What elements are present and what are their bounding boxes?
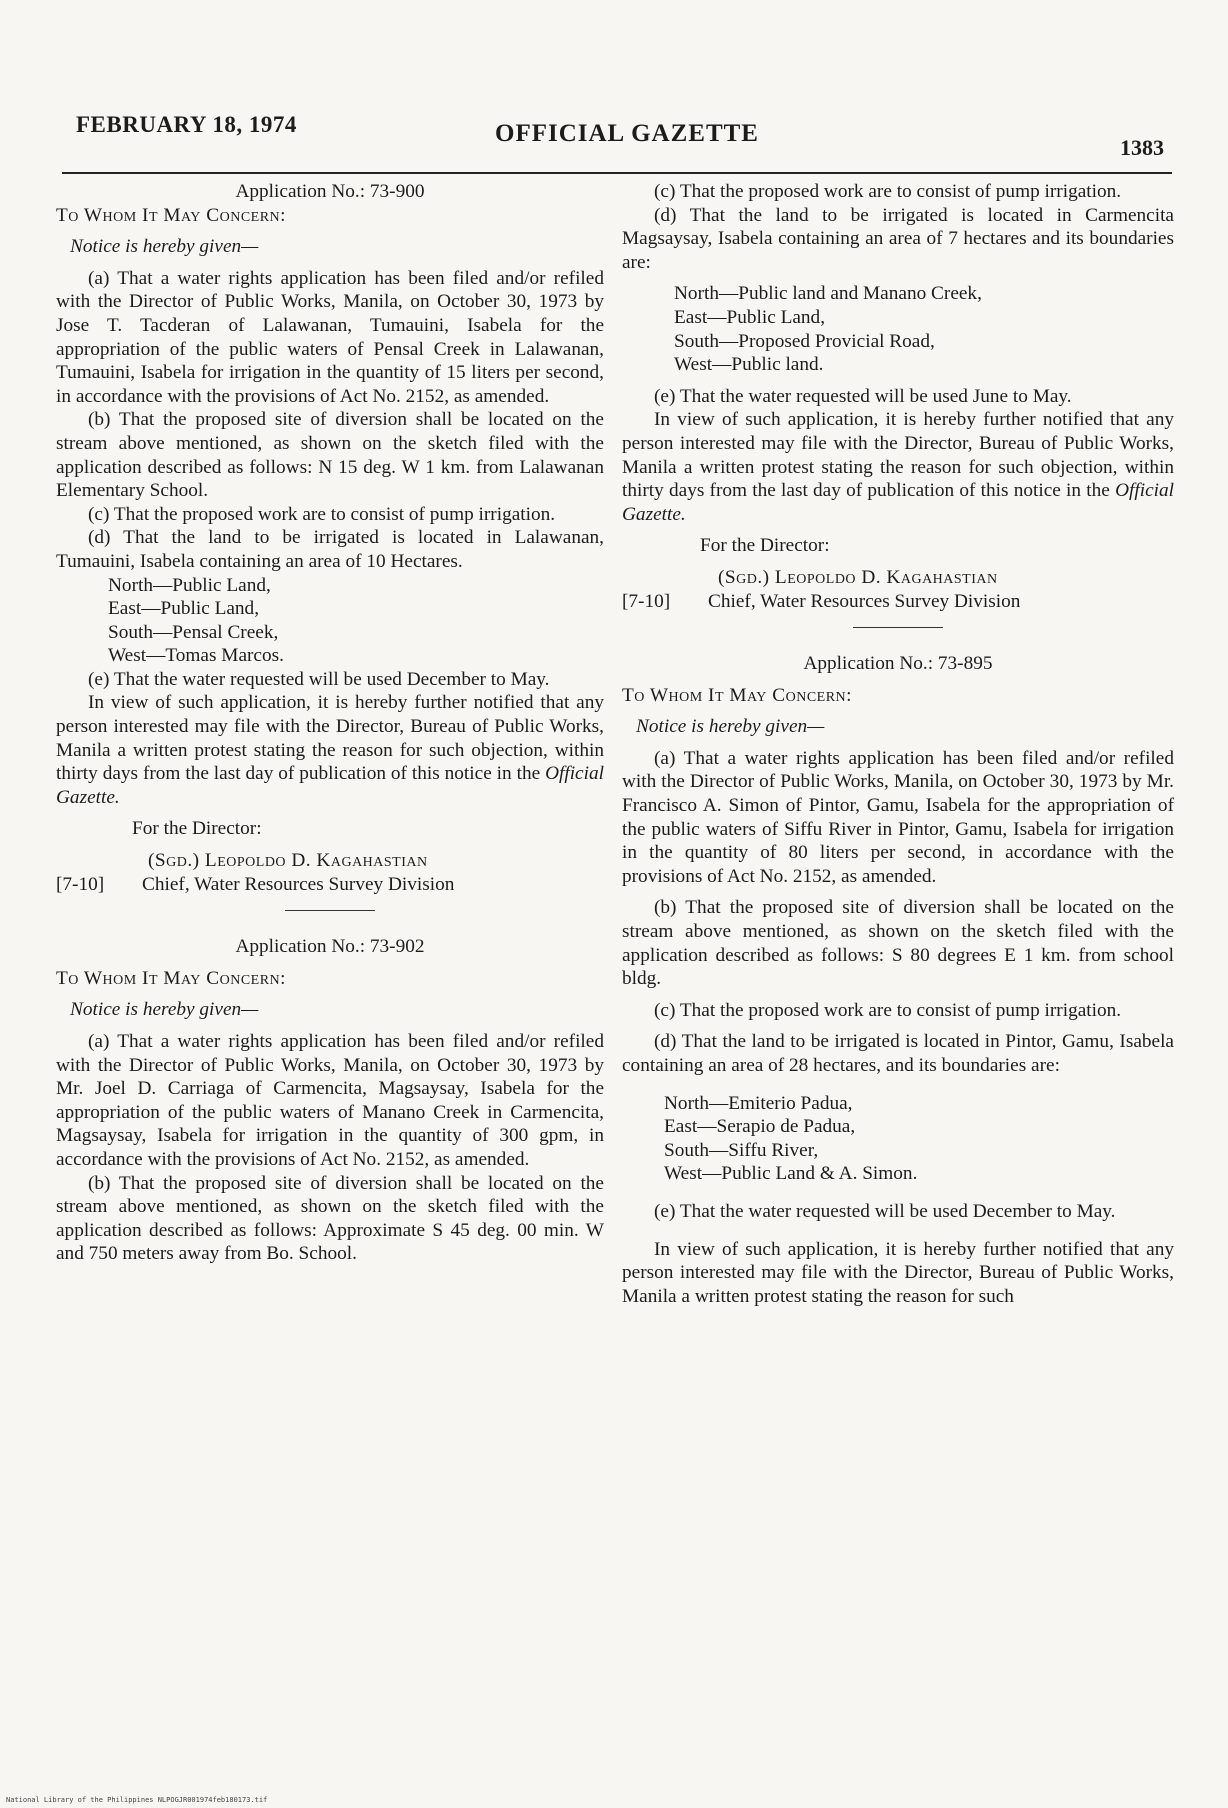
paragraph-e: (e) That the water requested will be used December to May.	[88, 668, 550, 690]
paragraph-e: (e) That the water requested will be used June to May.	[654, 385, 1072, 407]
salutation: To Whom It May Concern:	[56, 204, 287, 226]
section-divider	[285, 910, 375, 911]
paragraph-b: (b) That the proposed site of diversion shall be located on the stream above mentioned, as shown on the sketch filed with the application described as follows: Approximate S 45 deg. 00 min. W and 750 meters away from Bo. School.	[56, 1172, 604, 1265]
gazette-name: Official Gazette.	[622, 480, 1174, 525]
header-rule	[62, 172, 1172, 174]
issue-reference: [7-10]	[56, 873, 105, 895]
application-number-73-902: Application No.: 73-902	[235, 936, 425, 958]
for-director: For the Director:	[132, 818, 262, 840]
boundary-north: North—Public Land,	[108, 574, 271, 596]
signature-block	[622, 590, 1174, 614]
boundary-west: West—Public Land & A. Simon.	[664, 1163, 918, 1185]
notice-heading: Notice is hereby given—	[636, 716, 825, 738]
application-number-73-895: Application No.: 73-895	[803, 653, 993, 675]
section-divider	[853, 627, 943, 628]
for-director: For the Director:	[700, 535, 830, 557]
signature: (Sgd.) Leopoldo D. Kagahastian	[718, 566, 998, 588]
signatory-position: Chief, Water Resources Survey Division	[708, 590, 1021, 612]
salutation: To Whom It May Concern:	[622, 684, 853, 706]
paragraph-c: (c) That the proposed work are to consist of pump irrigation.	[654, 181, 1122, 202]
paragraph-view: In view of such application, it is hereby further notified that any person interested may file with the Director, Bureau of Public Works, Manila a written protest stating the reason for such	[622, 1238, 1174, 1307]
paragraph-b: (b) That the proposed site of diversion shall be located on the stream above mentioned, as shown on the sketch filed with the application described as follows: N 15 deg. W 1 km. from Lalawanan Elementary School.	[56, 409, 604, 502]
signatory-position: Chief, Water Resources Survey Division	[142, 873, 455, 895]
issue-reference: [7-10]	[622, 590, 671, 612]
paragraph-d: (d) That the land to be irrigated is located in Lalawanan, Tumauini, Isabela containing an area of 10 Hectares.	[56, 527, 604, 572]
scan-footer: National Library of the Philippines NLPOGJR001974feb180173.tif	[6, 1796, 268, 1804]
boundary-east: East—Public Land,	[674, 306, 826, 328]
signature-block	[56, 873, 604, 897]
paragraph-a: (a) That a water rights application has been filed and/or refiled with the Director of Public Works, Manila, on October 30, 1973 by Mr. Francisco A. Simon of Pintor, Gamu, Isabela for the appropriation of the public waters of Siffu River in Pintor, Gamu, Isabela for irrigation in the quantity of 80 liters per second, in accordance with the provisions of Act No. 2152, as amended.	[622, 747, 1174, 887]
paragraph-a: (a) That a water rights application has been filed and/or refiled with the Director of Public Works, Manila, on October 30, 1973 by Mr. Joel D. Carriaga of Carmencita, Magsaysay, Isabela for the appropriation of the public waters of Manano Creek in Carmencita, Magsaysay, Isabela for irrigation in the quantity of 300 gpm, in accordance with the provisions of Act No. 2152, as amended.	[56, 1031, 604, 1170]
paragraph-d: (d) That the land to be irrigated is located in Pintor, Gamu, Isabela containing an area of 28 hectares, and its boundaries are:	[622, 1031, 1174, 1076]
paragraph-c: (c) That the proposed work are to consist of pump irrigation.	[88, 503, 556, 525]
boundary-west: West—Public land.	[674, 354, 824, 376]
boundaries-list	[674, 282, 1174, 376]
gazette-name: Official Gazette.	[56, 763, 604, 808]
boundary-east: East—Public Land,	[108, 598, 260, 620]
paragraph-c: (c) That the proposed work are to consist of pump irrigation.	[654, 999, 1122, 1021]
right-column	[622, 180, 1174, 1308]
paragraph-d: (d) That the land to be irrigated is located in Carmencita Magsaysay, Isabela containing an area of 7 hectares and its boundaries are:	[622, 204, 1174, 273]
header-page-number: 1383	[1120, 135, 1164, 160]
salutation: To Whom It May Concern:	[56, 967, 287, 989]
paragraph-view: In view of such application, it is hereby further notified that any person interested may file with the Director, Bureau of Public Works, Manila a written protest stating the reason for such objection, within thirty days from the last day of publication of this notice in the Official Gazette.	[622, 409, 1174, 525]
paragraph-a: (a) That a water rights application has been filed and/or refiled with the Director of Public Works, Manila, on October 30, 1973 by Jose T. Tacderan of Lalawanan, Tumauini, Isabela for the appropriation of the public waters of Pensal Creek in Lalawanan, Tumauini, Isabela for irrigation in the quantity of 15 liters per second, in accordance with the provisions of Act No. 2152, as amended.	[56, 267, 604, 407]
paragraph-e: (e) That the water requested will be used December to May.	[654, 1200, 1116, 1222]
boundary-west: West—Tomas Marcos.	[108, 645, 284, 667]
signature: (Sgd.) Leopoldo D. Kagahastian	[148, 850, 428, 872]
header-title: OFFICIAL GAZETTE	[495, 120, 759, 147]
left-column	[56, 180, 604, 1266]
boundary-east: East—Serapio de Padua,	[664, 1116, 856, 1138]
header-date: FEBRUARY 18, 1974	[76, 112, 297, 137]
notice-heading: Notice is hereby given—	[70, 236, 259, 258]
boundary-south: South—Pensal Creek,	[108, 621, 279, 643]
boundaries-list	[108, 574, 604, 668]
boundary-north: North—Emiterio Padua,	[664, 1092, 853, 1114]
notice-heading: Notice is hereby given—	[70, 999, 259, 1021]
paragraph-b: (b) That the proposed site of diversion shall be located on the stream above mentioned, as shown on the sketch filed with the application described as follows: S 80 degrees E 1 km. from school bldg.	[622, 897, 1174, 990]
paragraph-view: In view of such application, it is hereby further notified that any person interested may file with the Director, Bureau of Public Works, Manila a written protest stating the reason for such objection, within thirty days from the last day of publication of this notice in the Official Gazette.	[56, 692, 604, 808]
boundary-south: South—Proposed Provicial Road,	[674, 330, 935, 352]
boundary-south: South—Siffu River,	[664, 1139, 819, 1161]
boundaries-list	[664, 1092, 1174, 1186]
application-number-73-900: Application No.: 73-900	[235, 181, 425, 202]
boundary-north: North—Public land and Manano Creek,	[674, 283, 982, 305]
